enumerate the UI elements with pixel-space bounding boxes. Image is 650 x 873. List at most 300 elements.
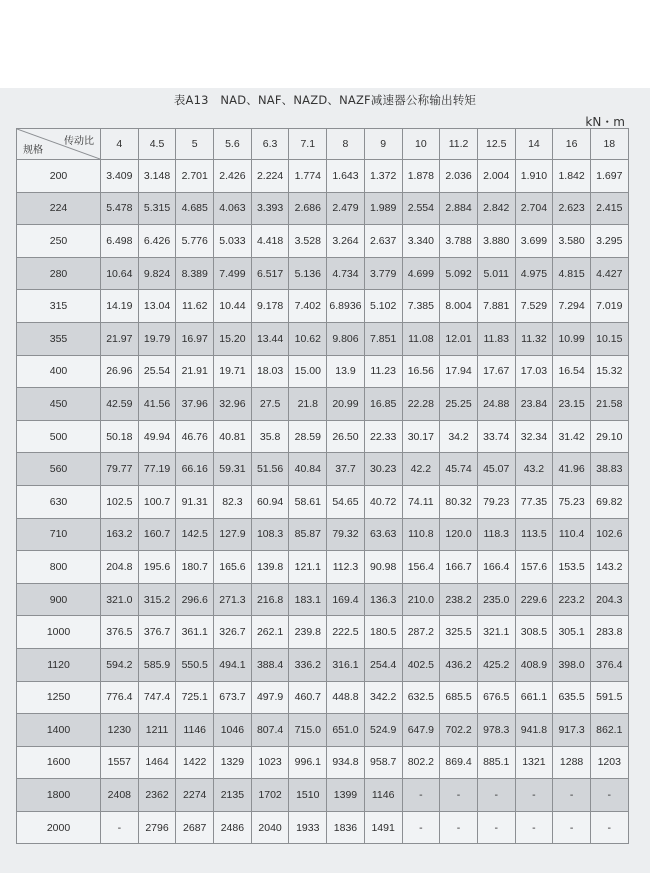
- torque-value-cell: 807.4: [251, 714, 289, 747]
- torque-value-cell: 1491: [364, 811, 402, 844]
- ratio-header-cell: 4: [101, 129, 139, 160]
- torque-value-cell: 3.264: [327, 225, 365, 258]
- torque-value-cell: 77.35: [515, 485, 553, 518]
- torque-value-cell: 408.9: [515, 648, 553, 681]
- torque-value-cell: 1046: [214, 714, 252, 747]
- torque-value-cell: 17.67: [477, 355, 515, 388]
- table-row: [17, 746, 629, 779]
- torque-value-cell: 26.96: [101, 355, 139, 388]
- torque-value-cell: 21.58: [590, 388, 628, 421]
- torque-value-cell: 37.7: [327, 453, 365, 486]
- torque-value-cell: 51.56: [251, 453, 289, 486]
- torque-value-cell: 4.063: [214, 192, 252, 225]
- torque-value-cell: 685.5: [440, 681, 478, 714]
- torque-value-cell: -: [402, 811, 440, 844]
- torque-value-cell: 118.3: [477, 518, 515, 551]
- torque-value-cell: 1836: [327, 811, 365, 844]
- torque-value-cell: 30.17: [402, 420, 440, 453]
- table-row: [17, 811, 629, 844]
- torque-value-cell: 40.81: [214, 420, 252, 453]
- torque-value-cell: 163.2: [101, 518, 139, 551]
- torque-value-cell: 594.2: [101, 648, 139, 681]
- torque-value-cell: 15.32: [590, 355, 628, 388]
- torque-value-cell: 321.1: [477, 616, 515, 649]
- torque-value-cell: 376.4: [590, 648, 628, 681]
- torque-value-cell: 1.878: [402, 160, 440, 193]
- torque-value-cell: -: [590, 779, 628, 812]
- torque-value-cell: 1.643: [327, 160, 365, 193]
- torque-value-cell: 3.699: [515, 225, 553, 258]
- torque-value-cell: 216.8: [251, 583, 289, 616]
- torque-value-cell: 42.59: [101, 388, 139, 421]
- torque-value-cell: 1.372: [364, 160, 402, 193]
- torque-value-cell: 127.9: [214, 518, 252, 551]
- torque-value-cell: 142.5: [176, 518, 214, 551]
- torque-value-cell: 40.72: [364, 485, 402, 518]
- torque-value-cell: 19.71: [214, 355, 252, 388]
- torque-value-cell: 1510: [289, 779, 327, 812]
- size-cell: 500: [17, 420, 101, 453]
- table-row: [17, 779, 629, 812]
- table-row: [17, 160, 629, 193]
- size-cell: 1000: [17, 616, 101, 649]
- torque-value-cell: 7.294: [553, 290, 591, 323]
- size-cell: 200: [17, 160, 101, 193]
- torque-value-cell: 1023: [251, 746, 289, 779]
- torque-value-cell: 166.4: [477, 551, 515, 584]
- torque-value-cell: 183.1: [289, 583, 327, 616]
- torque-value-cell: 63.63: [364, 518, 402, 551]
- torque-table: [16, 128, 629, 844]
- torque-value-cell: 4.418: [251, 225, 289, 258]
- torque-value-cell: 136.3: [364, 583, 402, 616]
- torque-value-cell: -: [515, 779, 553, 812]
- torque-value-cell: 3.580: [553, 225, 591, 258]
- torque-value-cell: 160.7: [138, 518, 176, 551]
- torque-value-cell: 2.623: [553, 192, 591, 225]
- torque-value-cell: 747.4: [138, 681, 176, 714]
- size-cell: 1400: [17, 714, 101, 747]
- torque-value-cell: 43.2: [515, 453, 553, 486]
- torque-value-cell: 296.6: [176, 583, 214, 616]
- torque-value-cell: 74.11: [402, 485, 440, 518]
- torque-value-cell: -: [440, 779, 478, 812]
- table-row: [17, 485, 629, 518]
- size-cell: 400: [17, 355, 101, 388]
- torque-value-cell: 254.4: [364, 648, 402, 681]
- torque-value-cell: 166.7: [440, 551, 478, 584]
- torque-value-cell: 315.2: [138, 583, 176, 616]
- torque-value-cell: 80.32: [440, 485, 478, 518]
- torque-value-cell: 204.3: [590, 583, 628, 616]
- torque-value-cell: 2135: [214, 779, 252, 812]
- torque-value-cell: 2.637: [364, 225, 402, 258]
- torque-value-cell: 8.004: [440, 290, 478, 323]
- torque-value-cell: 58.61: [289, 485, 327, 518]
- torque-value-cell: 6.8936: [327, 290, 365, 323]
- torque-value-cell: 25.25: [440, 388, 478, 421]
- torque-value-cell: 283.8: [590, 616, 628, 649]
- torque-value-cell: 19.79: [138, 322, 176, 355]
- size-cell: 1800: [17, 779, 101, 812]
- torque-value-cell: 27.5: [251, 388, 289, 421]
- torque-value-cell: 1422: [176, 746, 214, 779]
- torque-value-cell: 2.704: [515, 192, 553, 225]
- torque-value-cell: -: [553, 811, 591, 844]
- ratio-header-cell: 9: [364, 129, 402, 160]
- torque-value-cell: 715.0: [289, 714, 327, 747]
- table-title: 表A13 NAD、NAF、NAZD、NAZF减速器公称输出转矩: [173, 93, 477, 107]
- torque-value-cell: 222.5: [327, 616, 365, 649]
- table-row: [17, 714, 629, 747]
- torque-value-cell: 4.699: [402, 257, 440, 290]
- torque-value-cell: 157.6: [515, 551, 553, 584]
- torque-value-cell: 2.701: [176, 160, 214, 193]
- torque-value-cell: 10.64: [101, 257, 139, 290]
- ratio-header-cell: 8: [327, 129, 365, 160]
- torque-value-cell: 308.5: [515, 616, 553, 649]
- torque-value-cell: 108.3: [251, 518, 289, 551]
- torque-value-cell: 673.7: [214, 681, 252, 714]
- torque-value-cell: 8.389: [176, 257, 214, 290]
- torque-value-cell: 376.7: [138, 616, 176, 649]
- torque-value-cell: 7.851: [364, 322, 402, 355]
- torque-value-cell: 41.56: [138, 388, 176, 421]
- torque-value-cell: 20.99: [327, 388, 365, 421]
- torque-value-cell: 16.56: [402, 355, 440, 388]
- ratio-header-cell: 6.3: [251, 129, 289, 160]
- torque-value-cell: 180.7: [176, 551, 214, 584]
- size-cell: 1120: [17, 648, 101, 681]
- torque-value-cell: 21.97: [101, 322, 139, 355]
- torque-value-cell: 10.44: [214, 290, 252, 323]
- torque-value-cell: 316.1: [327, 648, 365, 681]
- torque-value-cell: 59.31: [214, 453, 252, 486]
- torque-value-cell: 941.8: [515, 714, 553, 747]
- torque-value-cell: 113.5: [515, 518, 553, 551]
- torque-value-cell: 15.00: [289, 355, 327, 388]
- torque-value-cell: 6.426: [138, 225, 176, 258]
- torque-value-cell: -: [477, 811, 515, 844]
- torque-value-cell: 102.6: [590, 518, 628, 551]
- torque-value-cell: 460.7: [289, 681, 327, 714]
- size-cell: 250: [17, 225, 101, 258]
- size-cell: 280: [17, 257, 101, 290]
- torque-value-cell: 37.96: [176, 388, 214, 421]
- torque-value-cell: 28.59: [289, 420, 327, 453]
- torque-value-cell: 1211: [138, 714, 176, 747]
- torque-value-cell: 2.224: [251, 160, 289, 193]
- torque-value-cell: 79.32: [327, 518, 365, 551]
- torque-value-cell: 1.842: [553, 160, 591, 193]
- torque-value-cell: 22.33: [364, 420, 402, 453]
- table-row: [17, 583, 629, 616]
- torque-value-cell: -: [477, 779, 515, 812]
- torque-value-cell: 9.178: [251, 290, 289, 323]
- ratio-header-cell: 4.5: [138, 129, 176, 160]
- torque-value-cell: 2687: [176, 811, 214, 844]
- size-cell: 224: [17, 192, 101, 225]
- torque-value-cell: 77.19: [138, 453, 176, 486]
- header-row: [17, 129, 629, 160]
- torque-value-cell: 632.5: [402, 681, 440, 714]
- torque-value-cell: -: [590, 811, 628, 844]
- torque-value-cell: 862.1: [590, 714, 628, 747]
- torque-value-cell: 32.96: [214, 388, 252, 421]
- size-cell: 900: [17, 583, 101, 616]
- torque-value-cell: 2796: [138, 811, 176, 844]
- torque-value-cell: 6.498: [101, 225, 139, 258]
- ratio-header-cell: 12.5: [477, 129, 515, 160]
- torque-value-cell: 591.5: [590, 681, 628, 714]
- torque-value-cell: 120.0: [440, 518, 478, 551]
- torque-value-cell: 17.03: [515, 355, 553, 388]
- torque-value-cell: 82.3: [214, 485, 252, 518]
- torque-value-cell: 398.0: [553, 648, 591, 681]
- torque-value-cell: 7.529: [515, 290, 553, 323]
- torque-value-cell: 16.54: [553, 355, 591, 388]
- table-row: [17, 551, 629, 584]
- size-cell: 630: [17, 485, 101, 518]
- table-body: [17, 160, 629, 844]
- torque-value-cell: 2.842: [477, 192, 515, 225]
- torque-value-cell: 79.23: [477, 485, 515, 518]
- size-cell: 1250: [17, 681, 101, 714]
- torque-value-cell: 2.004: [477, 160, 515, 193]
- torque-value-cell: -: [101, 811, 139, 844]
- table-row: [17, 648, 629, 681]
- torque-value-cell: 4.975: [515, 257, 553, 290]
- torque-value-cell: 153.5: [553, 551, 591, 584]
- torque-value-cell: 4.427: [590, 257, 628, 290]
- torque-value-cell: -: [515, 811, 553, 844]
- torque-value-cell: 223.2: [553, 583, 591, 616]
- torque-value-cell: 2.884: [440, 192, 478, 225]
- torque-value-cell: 210.0: [402, 583, 440, 616]
- torque-value-cell: 661.1: [515, 681, 553, 714]
- table-row: [17, 453, 629, 486]
- torque-value-cell: 49.94: [138, 420, 176, 453]
- torque-value-cell: -: [402, 779, 440, 812]
- table-row: [17, 355, 629, 388]
- torque-value-cell: 978.3: [477, 714, 515, 747]
- torque-value-cell: 3.880: [477, 225, 515, 258]
- table-row: [17, 225, 629, 258]
- torque-value-cell: 497.9: [251, 681, 289, 714]
- size-cell: 355: [17, 322, 101, 355]
- torque-value-cell: 271.3: [214, 583, 252, 616]
- torque-value-cell: 4.685: [176, 192, 214, 225]
- torque-value-cell: 165.6: [214, 551, 252, 584]
- torque-value-cell: 91.31: [176, 485, 214, 518]
- torque-value-cell: 1146: [364, 779, 402, 812]
- torque-value-cell: 5.102: [364, 290, 402, 323]
- torque-value-cell: 869.4: [440, 746, 478, 779]
- torque-value-cell: 7.019: [590, 290, 628, 323]
- table-row: [17, 388, 629, 421]
- torque-value-cell: 139.8: [251, 551, 289, 584]
- torque-value-cell: 42.2: [402, 453, 440, 486]
- torque-value-cell: 3.528: [289, 225, 327, 258]
- torque-value-cell: 1464: [138, 746, 176, 779]
- torque-value-cell: 143.2: [590, 551, 628, 584]
- torque-value-cell: 725.1: [176, 681, 214, 714]
- torque-value-cell: 18.03: [251, 355, 289, 388]
- torque-value-cell: 5.092: [440, 257, 478, 290]
- torque-value-cell: 996.1: [289, 746, 327, 779]
- torque-value-cell: 436.2: [440, 648, 478, 681]
- torque-value-cell: 90.98: [364, 551, 402, 584]
- torque-value-cell: 13.04: [138, 290, 176, 323]
- torque-value-cell: 4.815: [553, 257, 591, 290]
- torque-value-cell: 54.65: [327, 485, 365, 518]
- torque-value-cell: 11.32: [515, 322, 553, 355]
- torque-value-cell: 2486: [214, 811, 252, 844]
- torque-value-cell: 11.83: [477, 322, 515, 355]
- torque-value-cell: 917.3: [553, 714, 591, 747]
- size-header-label: 规格: [23, 145, 43, 156]
- torque-value-cell: 79.77: [101, 453, 139, 486]
- torque-value-cell: 934.8: [327, 746, 365, 779]
- torque-value-cell: 321.0: [101, 583, 139, 616]
- torque-value-cell: 34.2: [440, 420, 478, 453]
- torque-value-cell: 2040: [251, 811, 289, 844]
- torque-value-cell: 5.033: [214, 225, 252, 258]
- ratio-header-cell: 14: [515, 129, 553, 160]
- torque-value-cell: 10.62: [289, 322, 327, 355]
- torque-value-cell: 1321: [515, 746, 553, 779]
- torque-value-cell: 1399: [327, 779, 365, 812]
- torque-value-cell: 2.554: [402, 192, 440, 225]
- torque-value-cell: 60.94: [251, 485, 289, 518]
- ratio-header-cell: 5: [176, 129, 214, 160]
- torque-value-cell: 17.94: [440, 355, 478, 388]
- torque-value-cell: 1702: [251, 779, 289, 812]
- torque-value-cell: 2.426: [214, 160, 252, 193]
- torque-value-cell: 3.779: [364, 257, 402, 290]
- size-cell: 315: [17, 290, 101, 323]
- torque-value-cell: 7.385: [402, 290, 440, 323]
- torque-value-cell: 100.7: [138, 485, 176, 518]
- torque-value-cell: 30.23: [364, 453, 402, 486]
- torque-value-cell: 13.44: [251, 322, 289, 355]
- torque-value-cell: 402.5: [402, 648, 440, 681]
- torque-value-cell: 16.85: [364, 388, 402, 421]
- torque-value-cell: 6.517: [251, 257, 289, 290]
- torque-value-cell: 651.0: [327, 714, 365, 747]
- torque-value-cell: 112.3: [327, 551, 365, 584]
- ratio-header-cell: 7.1: [289, 129, 327, 160]
- table-row: [17, 192, 629, 225]
- corner-cell: [17, 129, 101, 160]
- ratio-header-cell: 16: [553, 129, 591, 160]
- torque-value-cell: 33.74: [477, 420, 515, 453]
- torque-value-cell: 229.6: [515, 583, 553, 616]
- torque-value-cell: 195.6: [138, 551, 176, 584]
- torque-value-cell: 110.8: [402, 518, 440, 551]
- torque-value-cell: 156.4: [402, 551, 440, 584]
- torque-value-cell: 11.23: [364, 355, 402, 388]
- torque-value-cell: 25.54: [138, 355, 176, 388]
- torque-value-cell: 1230: [101, 714, 139, 747]
- torque-value-cell: 2362: [138, 779, 176, 812]
- torque-value-cell: 29.10: [590, 420, 628, 453]
- ratio-header-label: 传动比: [64, 136, 94, 147]
- torque-value-cell: 287.2: [402, 616, 440, 649]
- torque-value-cell: 169.4: [327, 583, 365, 616]
- table-row: [17, 616, 629, 649]
- torque-value-cell: 5.478: [101, 192, 139, 225]
- torque-value-cell: 235.0: [477, 583, 515, 616]
- torque-value-cell: 585.9: [138, 648, 176, 681]
- torque-value-cell: 361.1: [176, 616, 214, 649]
- torque-value-cell: 2.036: [440, 160, 478, 193]
- torque-value-cell: 702.2: [440, 714, 478, 747]
- torque-value-cell: 7.881: [477, 290, 515, 323]
- size-cell: 710: [17, 518, 101, 551]
- ratio-header-cell: 10: [402, 129, 440, 160]
- torque-value-cell: 10.99: [553, 322, 591, 355]
- torque-value-cell: -: [440, 811, 478, 844]
- torque-value-cell: 16.97: [176, 322, 214, 355]
- torque-value-cell: 22.28: [402, 388, 440, 421]
- torque-value-cell: 102.5: [101, 485, 139, 518]
- torque-value-cell: 2408: [101, 779, 139, 812]
- torque-value-cell: 238.2: [440, 583, 478, 616]
- torque-value-cell: 5.315: [138, 192, 176, 225]
- torque-value-cell: 342.2: [364, 681, 402, 714]
- table-row: [17, 290, 629, 323]
- torque-value-cell: 85.87: [289, 518, 327, 551]
- torque-value-cell: 4.734: [327, 257, 365, 290]
- torque-value-cell: 23.15: [553, 388, 591, 421]
- torque-value-cell: 3.788: [440, 225, 478, 258]
- unit-label: kN・m: [585, 115, 625, 129]
- ratio-header-cell: 5.6: [214, 129, 252, 160]
- torque-value-cell: 21.8: [289, 388, 327, 421]
- torque-value-cell: -: [553, 779, 591, 812]
- torque-value-cell: 262.1: [251, 616, 289, 649]
- torque-value-cell: 9.806: [327, 322, 365, 355]
- torque-value-cell: 3.393: [251, 192, 289, 225]
- torque-value-cell: 1933: [289, 811, 327, 844]
- torque-value-cell: 305.1: [553, 616, 591, 649]
- torque-value-cell: 1288: [553, 746, 591, 779]
- torque-value-cell: 2.686: [289, 192, 327, 225]
- torque-value-cell: 1.989: [364, 192, 402, 225]
- torque-value-cell: 23.84: [515, 388, 553, 421]
- torque-value-cell: 13.9: [327, 355, 365, 388]
- torque-value-cell: 14.19: [101, 290, 139, 323]
- torque-value-cell: 1146: [176, 714, 214, 747]
- torque-value-cell: 326.7: [214, 616, 252, 649]
- torque-value-cell: 10.15: [590, 322, 628, 355]
- torque-value-cell: 5.011: [477, 257, 515, 290]
- torque-value-cell: 524.9: [364, 714, 402, 747]
- torque-value-cell: 336.2: [289, 648, 327, 681]
- torque-value-cell: 46.76: [176, 420, 214, 453]
- torque-value-cell: 676.5: [477, 681, 515, 714]
- torque-value-cell: 24.88: [477, 388, 515, 421]
- torque-value-cell: 204.8: [101, 551, 139, 584]
- torque-value-cell: 5.136: [289, 257, 327, 290]
- torque-value-cell: 425.2: [477, 648, 515, 681]
- torque-value-cell: 121.1: [289, 551, 327, 584]
- torque-value-cell: 50.18: [101, 420, 139, 453]
- torque-value-cell: 885.1: [477, 746, 515, 779]
- size-cell: 560: [17, 453, 101, 486]
- table-row: [17, 518, 629, 551]
